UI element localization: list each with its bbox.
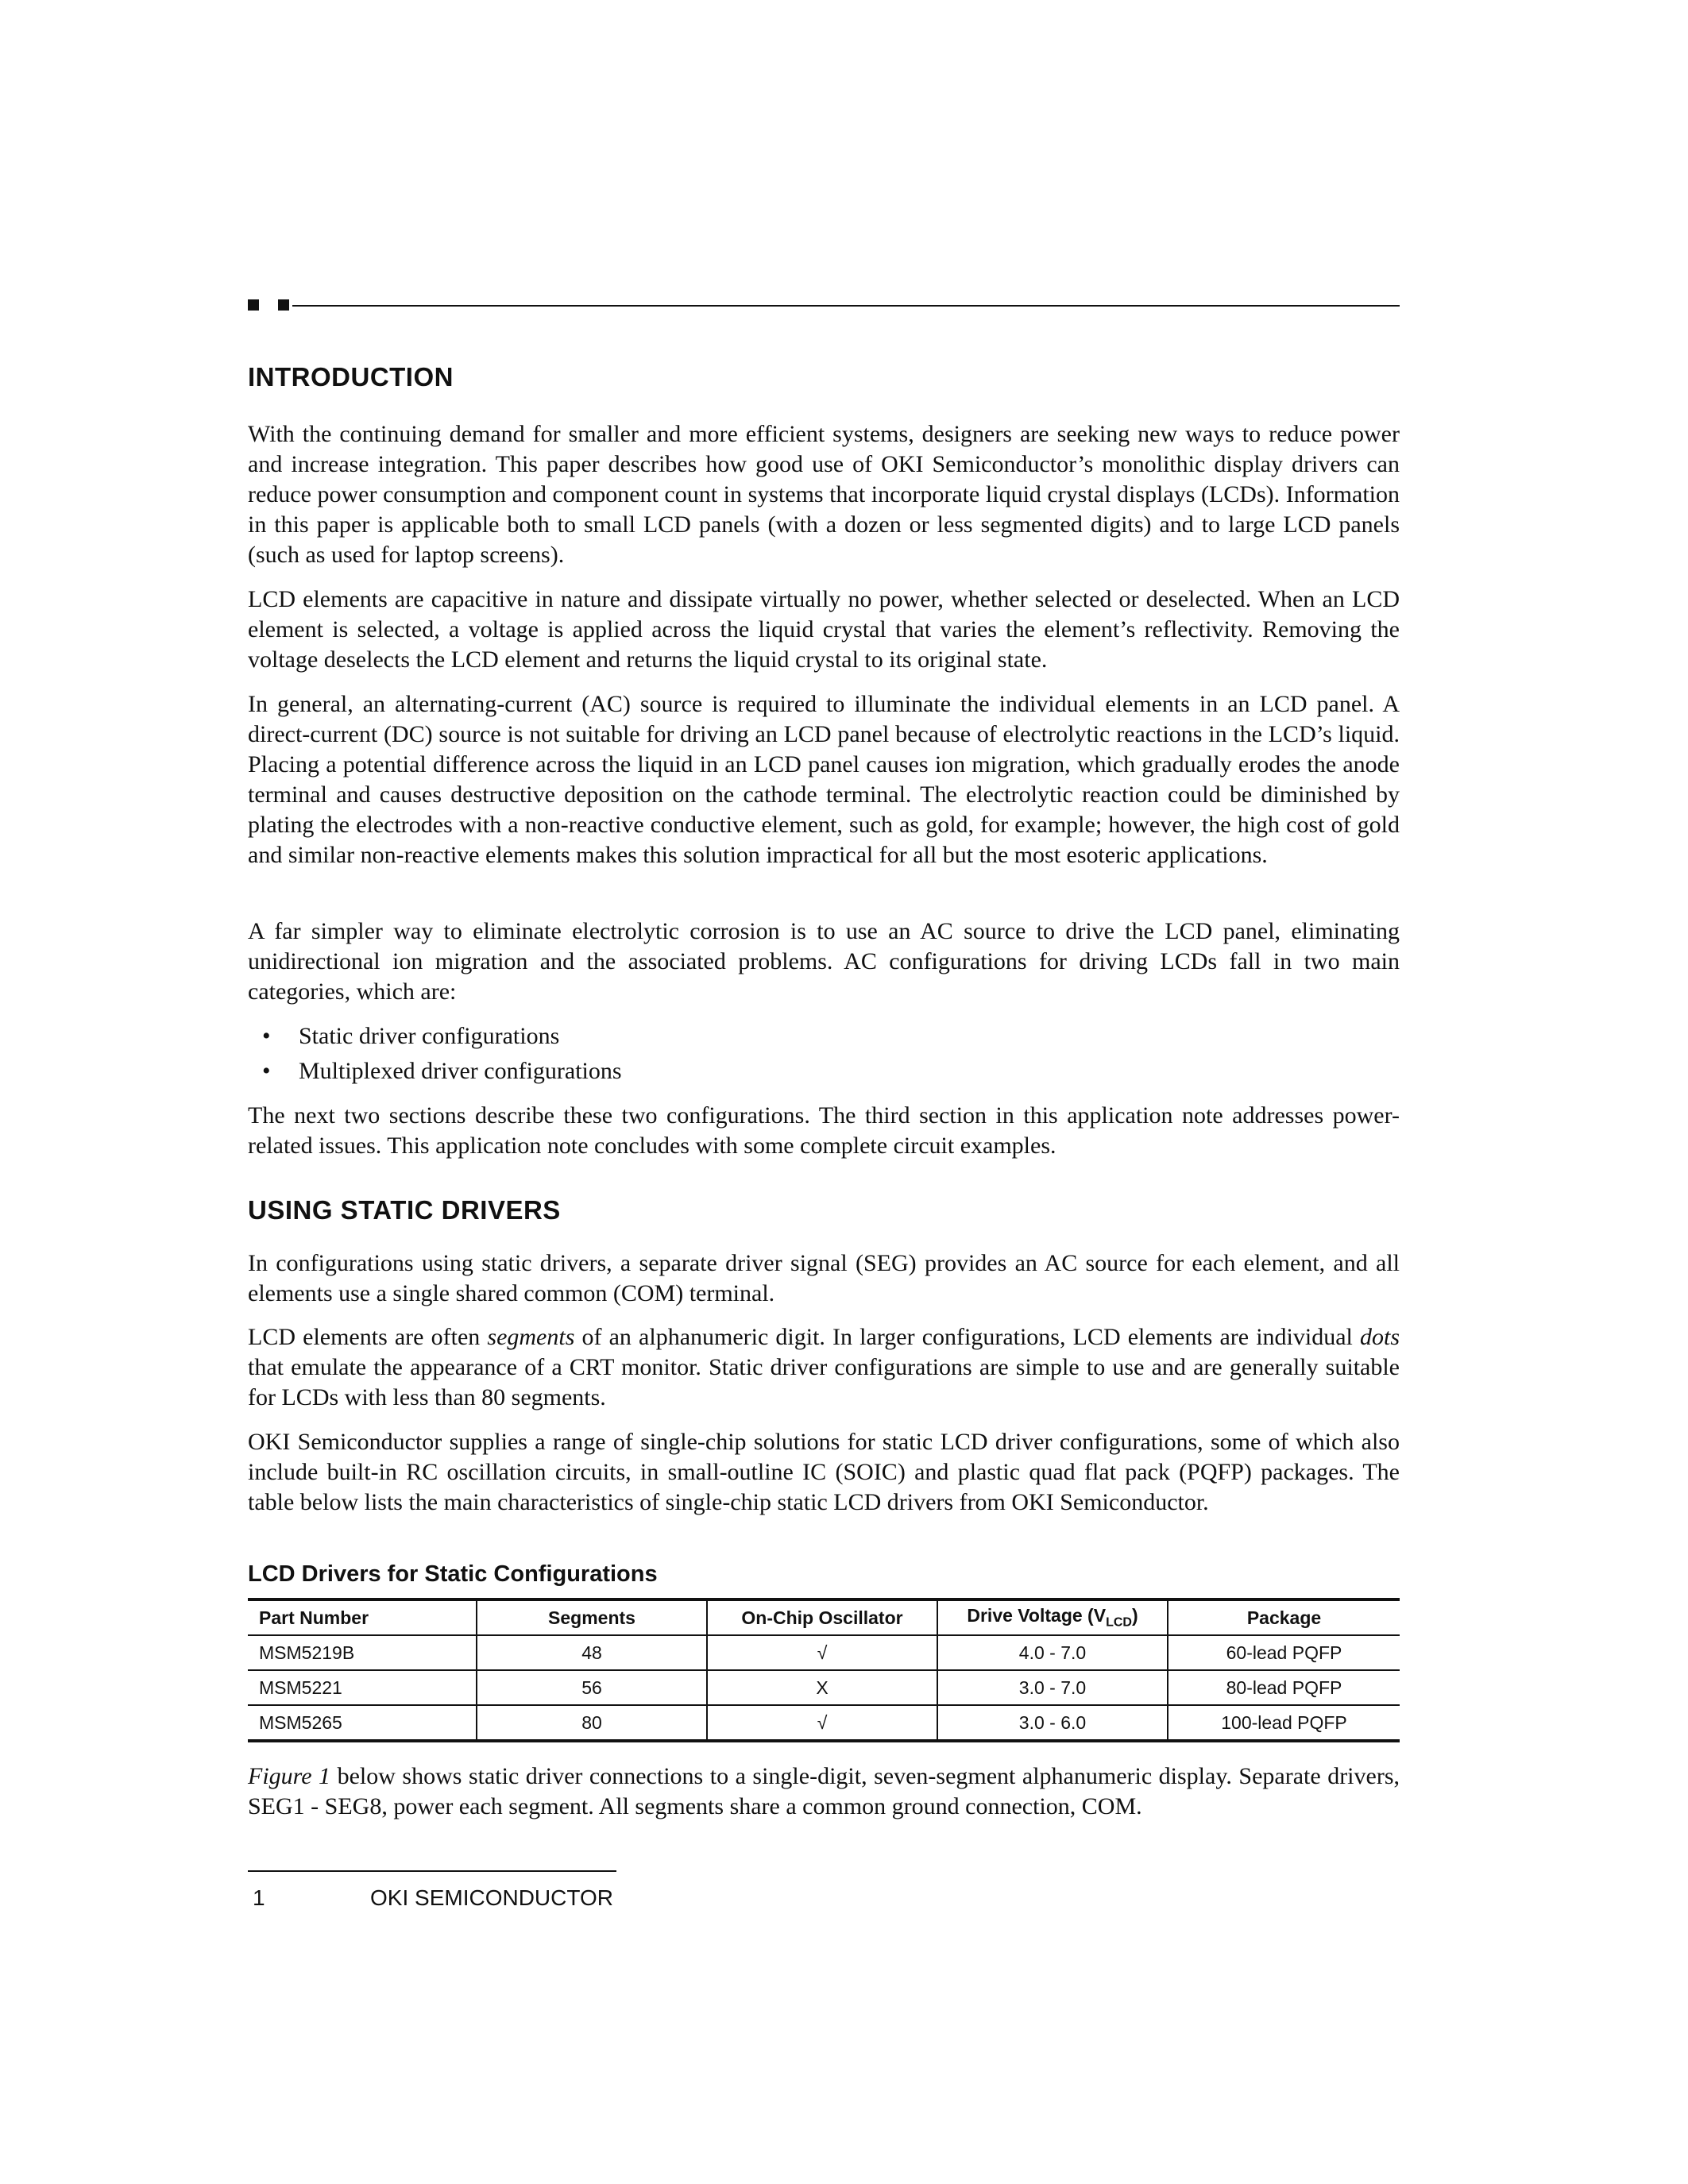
static-paragraph-1: In configurations using static drivers, a separate driver signal (SEG) provides an AC source for each element, and all elements use a single shared common (COM) terminal.: [248, 1250, 1400, 1306]
header-text: Drive Voltage (V: [967, 1605, 1107, 1626]
column-header-segments: Segments: [477, 1599, 707, 1635]
cell-drive-voltage: 3.0 - 7.0: [937, 1670, 1168, 1705]
text-run: below shows static driver connections to a single-digit, seven-segment alphanumeric display. Separate drivers, SEG1 - SEG8, power each segment. All segments share a common ground connection, COM.: [248, 1763, 1400, 1819]
emphasis-segments: segments: [487, 1324, 575, 1350]
header-subscript: LCD: [1106, 1615, 1132, 1630]
cell-oscillator: X: [707, 1670, 937, 1705]
cell-part-number: MSM5221: [248, 1670, 477, 1705]
static-paragraph-2: [248, 1322, 1400, 1413]
figure-reference-paragraph: [248, 1761, 1400, 1822]
table-title: LCD Drivers for Static Configurations: [248, 1561, 658, 1587]
list-item-label: Static driver configurations: [299, 1023, 560, 1049]
figure-link[interactable]: Figure 1: [248, 1763, 331, 1789]
cell-package: 80-lead PQFP: [1168, 1670, 1400, 1705]
static-paragraph-3: OKI Semiconductor supplies a range of single-chip solutions for static LCD driver configurations, some of which also include built-in RC oscillation circuits, in small-outline IC (SOIC) and plastic quad flat pack (PQFP) packages. The table below lists the main characteristics of single-chip static LCD drivers from OKI Semiconductor.: [248, 1429, 1400, 1515]
section-heading-introduction: INTRODUCTION: [248, 362, 454, 392]
square-bullet-icon: [278, 299, 289, 311]
footer-company-name: OKI SEMICONDUCTOR: [370, 1885, 613, 1910]
cell-segments: 48: [477, 1635, 707, 1670]
column-header-package: Package: [1168, 1599, 1400, 1635]
header-divider: [292, 305, 1400, 307]
footer-divider: [248, 1870, 616, 1872]
cell-package: 100-lead PQFP: [1168, 1705, 1400, 1741]
cell-part-number: MSM5219B: [248, 1635, 477, 1670]
intro-paragraph-4: A far simpler way to eliminate electrolytic corrosion is to use an AC source to drive the LCD panel, eliminating unidirectional ion migration and the associated problems. AC configurations for driving LCDs fall in two main categories, which are:: [248, 918, 1400, 1005]
cell-part-number: MSM5265: [248, 1705, 477, 1741]
intro-paragraph-5: The next two sections describe these two configurations. The third section in this application note addresses power-related issues. This application note concludes with some complete circuit examples.: [248, 1102, 1400, 1159]
text-run: of an alphanumeric digit. In larger configurations, LCD elements are individual: [574, 1324, 1360, 1350]
list-item: [248, 1056, 1400, 1086]
intro-paragraph-3: In general, an alternating-current (AC) source is required to illuminate the individual elements in an LCD panel. A direct-current (DC) source is not suitable for driving an LCD panel because of electrolytic reactions in the LCD’s liquid. Placing a potential difference across the liquid in an LCD panel causes ion migration, which gradually erodes the anode terminal and causes destructive deposition on the cathode terminal. The electrolytic reaction could be diminished by plating the electrodes with a non-reactive conductive element, such as gold, for example; however, the high cost of gold and similar non-reactive elements makes this solution impractical for all but the most esoteric applications.: [248, 691, 1400, 868]
cell-drive-voltage: 3.0 - 6.0: [937, 1705, 1168, 1741]
cell-package: 60-lead PQFP: [1168, 1635, 1400, 1670]
intro-paragraph-1: With the continuing demand for smaller and more efficient systems, designers are seeking new ways to reduce power and increase integration. This paper describes how good use of OKI Semiconductor’s monolithic display drivers can reduce power consumption and component count in systems that incorporate liquid crystal displays (LCDs). Information in this paper is applicable both to small LCD panels (with a dozen or less segmented digits) and to large LCD panels (such as used for laptop screens).: [248, 421, 1400, 568]
text-run: LCD elements are often: [248, 1324, 488, 1350]
text-run: that emulate the appearance of a CRT monitor. Static driver configurations are simple to use and are generally suitable for LCDs with less than 80 segments.: [248, 1354, 1400, 1410]
configuration-list: [248, 1021, 1400, 1091]
cell-oscillator: √: [707, 1705, 937, 1741]
header-text: ): [1131, 1605, 1138, 1626]
square-bullet-icon: [248, 299, 259, 311]
column-header-drive-voltage: [937, 1599, 1168, 1635]
intro-paragraph-2: LCD elements are capacitive in nature and dissipate virtually no power, whether selected or deselected. When an LCD element is selected, a voltage is applied across the liquid crystal that varies the element’s reflectivity. Removing the voltage deselects the LCD element and returns the liquid crystal to its original state.: [248, 586, 1400, 673]
table-row: [248, 1635, 1400, 1670]
cell-drive-voltage: 4.0 - 7.0: [937, 1635, 1168, 1670]
section-heading-static-drivers: USING STATIC DRIVERS: [248, 1195, 561, 1225]
bullet-icon: •: [262, 1058, 271, 1084]
cell-oscillator: √: [707, 1635, 937, 1670]
list-item-label: Multiplexed driver configurations: [299, 1058, 622, 1084]
lcd-drivers-table: [248, 1598, 1400, 1742]
page-number: 1: [253, 1885, 265, 1910]
cell-segments: 80: [477, 1705, 707, 1741]
list-item: [248, 1021, 1400, 1051]
table-header-row: [248, 1599, 1400, 1635]
header-rule: [248, 292, 1400, 316]
bullet-icon: •: [262, 1023, 271, 1049]
table-row: [248, 1670, 1400, 1705]
column-header-oscillator: On-Chip Oscillator: [707, 1599, 937, 1635]
cell-segments: 56: [477, 1670, 707, 1705]
column-header-part-number: Part Number: [248, 1599, 477, 1635]
table-row: [248, 1705, 1400, 1741]
emphasis-dots: dots: [1360, 1324, 1400, 1350]
